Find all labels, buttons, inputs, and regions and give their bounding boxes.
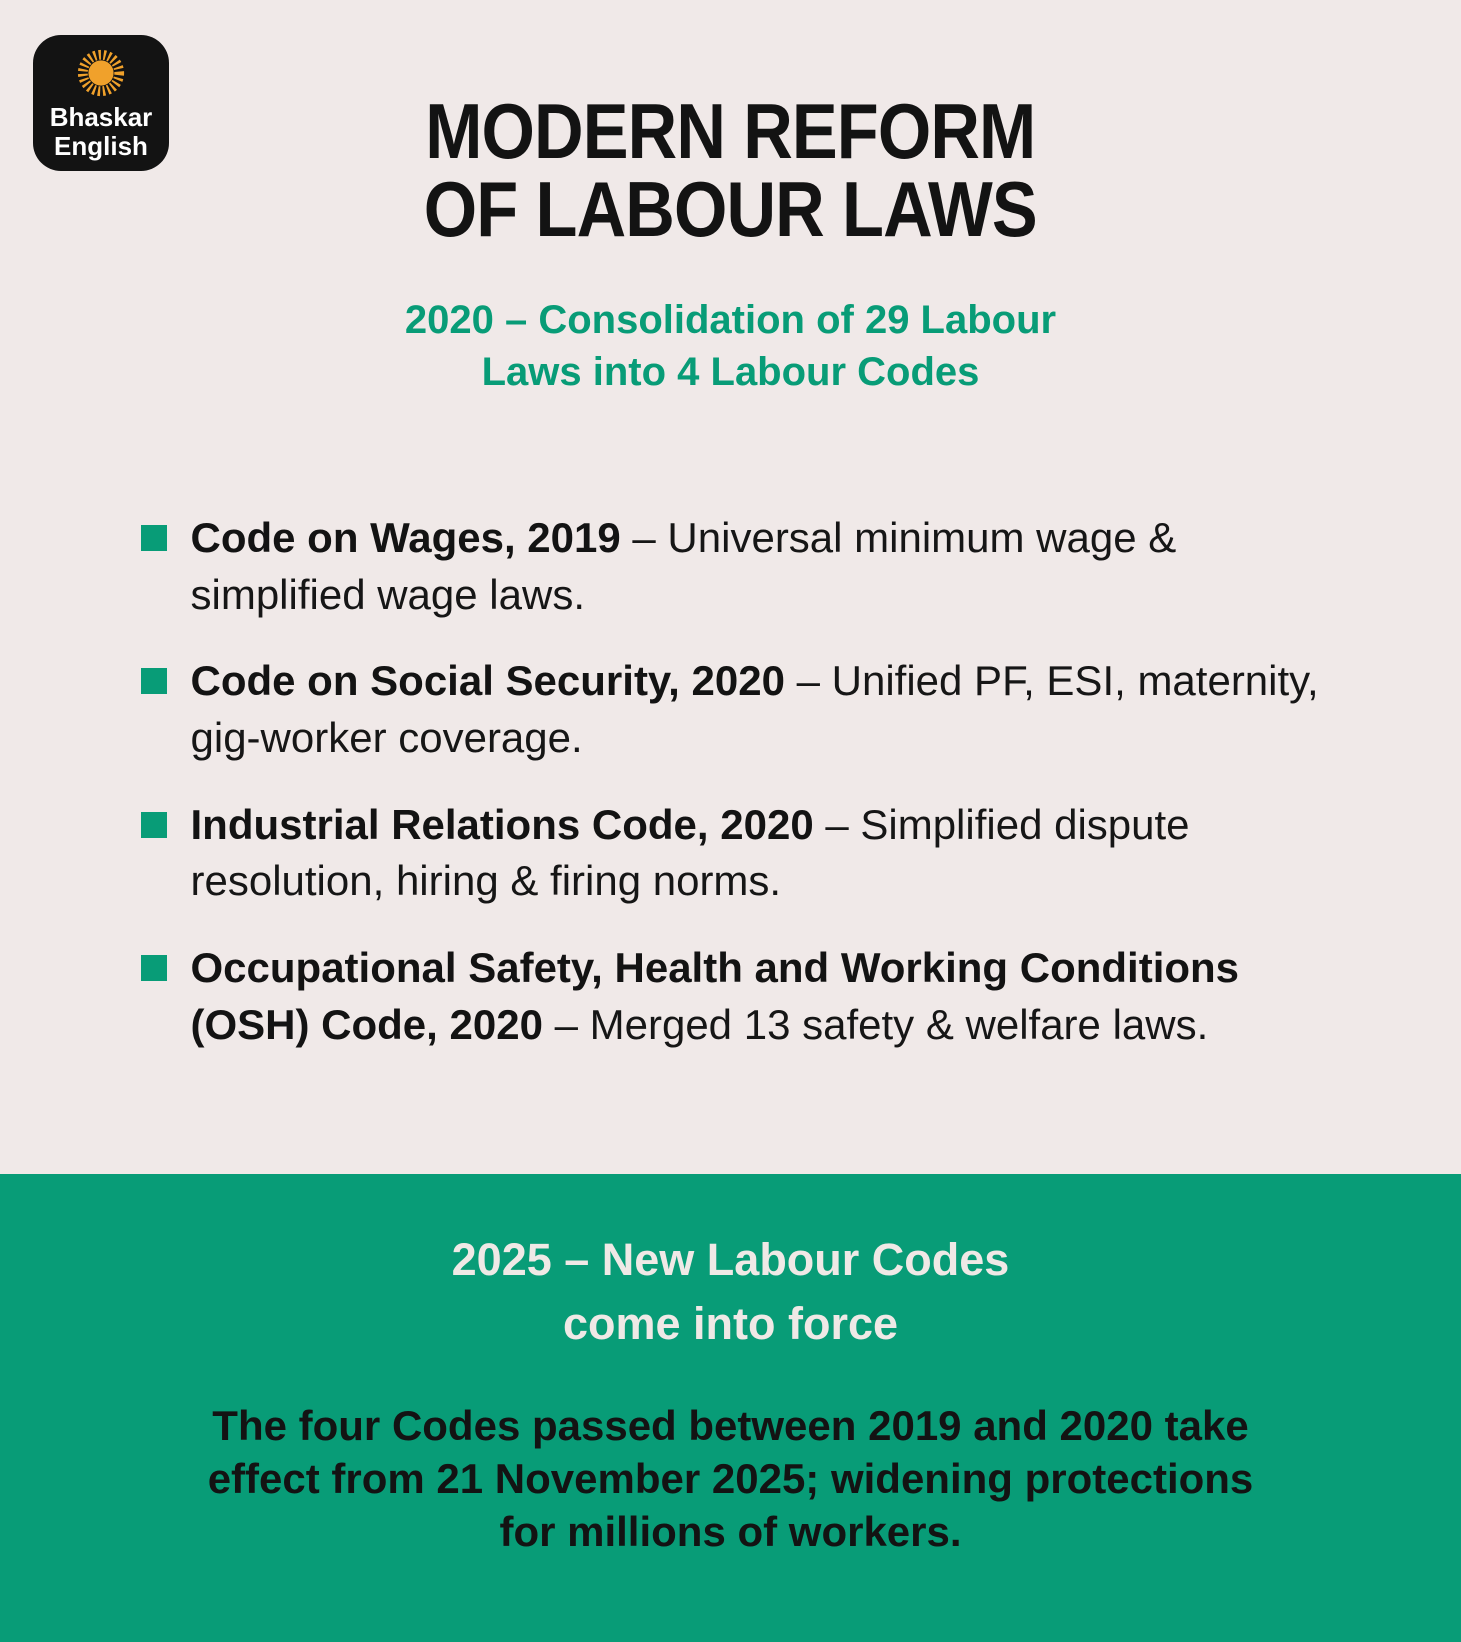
list-item-title: Occupational Safety, Health and Working Conditions (OSH) Code, 2020 [190, 944, 1240, 1048]
green-square-bullet-icon [141, 955, 167, 981]
labour-codes-list [141, 510, 1321, 1054]
list-item-desc: – Universal minimum wage & simplified wage laws. [190, 514, 1177, 618]
subtitle-line-1: 2020 – Consolidation of 29 Labour [404, 298, 1057, 342]
green-square-bullet-icon [141, 812, 167, 838]
bhaskar-english-logo [33, 35, 169, 171]
sun-icon [73, 45, 129, 101]
list-item-social-security [141, 653, 1321, 766]
list-item-code-on-wages [141, 510, 1321, 623]
subtitle-2020-consolidation [0, 294, 1461, 398]
page-title-line-1: MODERN REFORM [425, 87, 1036, 175]
list-item-text [191, 940, 1321, 1053]
list-item-desc: – Simplified dispute resolution, hiring & firing norms. [190, 800, 1190, 905]
list-item-text [191, 510, 1321, 623]
list-item-desc: – Unified PF, ESI, maternity, gig-worker coverage. [190, 657, 1319, 762]
page-title [0, 0, 1461, 253]
logo-line-2: English [54, 131, 148, 162]
list-item-title: Code on Social Security, 2020 [190, 657, 785, 705]
footer-heading-line-1: 2025 – New Labour Codes [451, 1234, 1010, 1285]
page-title-line-2: OF LABOUR LAWS [423, 165, 1038, 253]
footer-body-text: The four Codes passed between 2019 and 2020 take effect from 21 November 2025; widening protections for millions of workers. [207, 1401, 1254, 1555]
list-item-desc: – Merged 13 safety & welfare laws. [554, 1000, 1209, 1048]
list-item-title: Code on Wages, 2019 [190, 514, 621, 561]
green-square-bullet-icon [141, 525, 167, 551]
logo-wordmark [50, 103, 153, 161]
list-item-title: Industrial Relations Code, 2020 [190, 800, 814, 848]
footer-section-2025 [0, 1174, 1461, 1642]
subtitle-line-2: Laws into 4 Labour Codes [481, 350, 980, 394]
list-item-text [191, 797, 1321, 910]
list-item-industrial-relations [141, 797, 1321, 910]
list-item-osh-code [141, 940, 1321, 1053]
footer-heading [0, 1174, 1461, 1356]
green-square-bullet-icon [141, 668, 167, 694]
list-item-text [191, 653, 1321, 766]
logo-line-1: Bhaskar [49, 102, 153, 132]
footer-heading-line-2: come into force [562, 1297, 899, 1349]
